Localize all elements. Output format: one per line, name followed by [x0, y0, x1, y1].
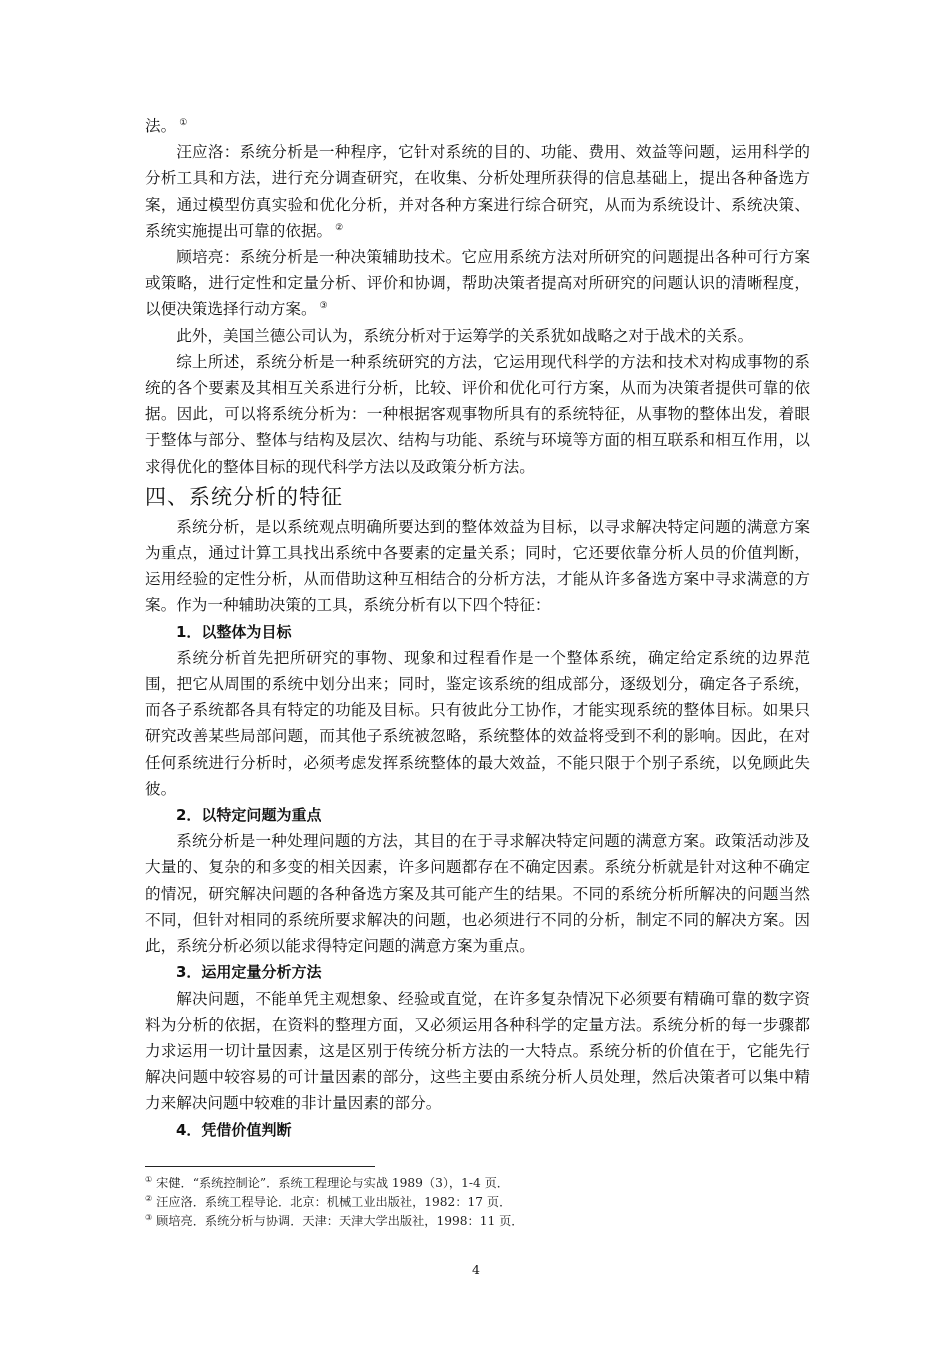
footnote-text: 汪应洛．系统工程导论．北京：机械工业出版社，1982：17 页．	[156, 1195, 512, 1209]
subsection-heading: 2．以特定问题为重点	[176, 806, 322, 825]
paragraph: 系统分析，是以系统观点明确所要达到的整体效益为目标，以寻求解决特定问题的满意方案为重点，通过计算工具找出系统中各要素的定量关系；同时，它还要依靠分析人员的价值判断，运用经验的定性分析，从而借助这种互相结合的分析方法，才能从许多备选方案中寻求满意的方案。作为一种辅助决策的工具，系统分析有以下四个特征：	[145, 517, 810, 615]
paragraph-text: 顾培亮：系统分析是一种决策辅助技术。它应用系统方法对所研究的问题提出各种可行方案或策略，进行定性和定量分析、评价和协调，帮助决策者提高对所研究的问题认识的清晰程度，以便决策选择行动方案。	[145, 248, 810, 319]
paragraph-text: 汪应洛：系统分析是一种程序，它针对系统的目的、功能、费用、效益等问题，运用科学的分析工具和方法，进行充分调查研究，在收集、分析处理所获得的信息基础上，提出各种备选方案，通过模型仿真实验和优化分析，并对各种方案进行综合研究，从而为系统设计、系统决策、系统实施提出可靠的依据。	[145, 143, 810, 240]
paragraph: 系统分析是一种处理问题的方法，其目的在于寻求解决特定问题的满意方案。政策活动涉及大量的、复杂的和多变的相关因素，许多问题都存在不确定因素。系统分析就是针对这种不确定的情况，研究解决问题的各种备选方案及其可能产生的结果。不同的系统分析所解决的问题当然不同，但针对相同的系统所要求解决的问题，也必须进行不同的分析，制定不同的解决方案。因此，系统分析必须以能求得特定问题的满意方案为重点。	[145, 832, 810, 956]
footnote-item	[145, 1212, 810, 1231]
subsection-heading: 3．运用定量分析方法	[176, 963, 322, 982]
footnote-reference[interactable]: ②	[335, 222, 344, 233]
footnote-marker: ②	[145, 1193, 153, 1203]
footnote-marker: ③	[145, 1212, 153, 1222]
subsection-heading: 4．凭借价值判断	[176, 1120, 292, 1139]
section-heading: 四、系统分析的特征	[145, 484, 343, 509]
page-number: 4	[472, 1262, 480, 1277]
paragraph	[145, 113, 810, 139]
paragraph: 系统分析首先把所研究的事物、现象和过程看作是一个整体系统，确定给定系统的边界范围，把它从周围的系统中划分出来；同时，鉴定该系统的组成部分，逐级划分，确定各子系统，而各子系统都各具有特定的功能及目标。只有彼此分工协作，才能实现系统的整体目标。如果只研究改善某些局部问题，而其他子系统被忽略，系统整体的效益将受到不利的影响。因此，在对任何系统进行分析时，必须考虑发挥系统整体的最大效益，不能只限于个别子系统，以免顾此失彼。	[145, 648, 810, 798]
footnote-reference[interactable]: ③	[319, 301, 328, 312]
footnote-reference[interactable]: ①	[179, 117, 188, 128]
subsection-heading: 1．以整体为目标	[176, 622, 292, 641]
footnote-item	[145, 1174, 810, 1193]
footnote-text: 宋健．“系统控制论”．系统工程理论与实战 1989（3），1-4 页．	[156, 1176, 509, 1190]
footnote-marker: ①	[145, 1174, 153, 1184]
paragraph	[145, 139, 810, 244]
footnote-text: 顾培亮．系统分析与协调．天津：天津大学出版社，1998：11 页．	[156, 1214, 524, 1228]
paragraph: 此外，美国兰德公司认为，系统分析对于运筹学的关系犹如战略之对于战术的关系。	[176, 326, 754, 345]
paragraph	[145, 244, 810, 323]
paragraph: 解决问题，不能单凭主观想象、经验或直觉，在许多复杂情况下必须要有精确可靠的数字资料为分析的依据，在资料的整理方面，又必须运用各种科学的定量方法。系统分析的每一步骤都力求运用一切计量因素，这是区别于传统分析方法的一大特点。系统分析的价值在于，它能先行解决问题中较容易的可计量因素的部分，这些主要由系统分析人员处理，然后决策者可以集中精力来解决问题中较难的非计量因素的部分。	[145, 989, 810, 1113]
footnote-item	[145, 1193, 810, 1212]
page-body	[145, 113, 810, 1143]
footnote-separator	[145, 1166, 375, 1167]
paragraph-text: 法。	[145, 117, 177, 135]
footnotes	[145, 1174, 810, 1231]
paragraph: 综上所述，系统分析是一种系统研究的方法，它运用现代科学的方法和技术对构成事物的系统的各个要素及其相互关系进行分析，比较、评价和优化可行方案，从而为决策者提供可靠的依据。因此，可以将系统分析为：一种根据客观事物所具有的系统特征，从事物的整体出发，着眼于整体与部分、整体与结构及层次、结构与功能、系统与环境等方面的相互联系和相互作用，以求得优化的整体目标的现代科学方法以及政策分析方法。	[145, 352, 810, 476]
